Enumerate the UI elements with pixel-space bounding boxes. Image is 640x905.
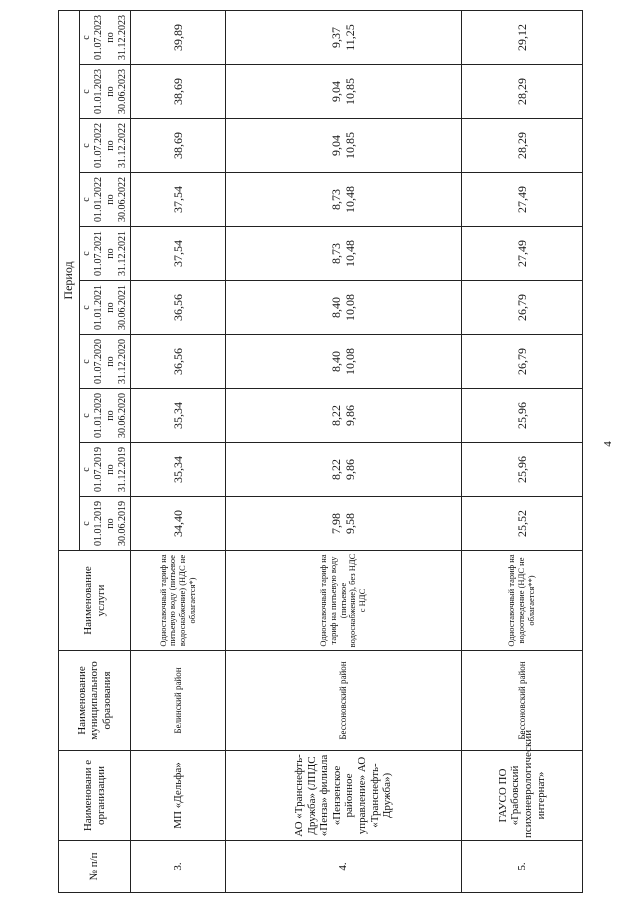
tariff-value: 10,08 (343, 294, 358, 321)
period-header-cell (80, 389, 131, 443)
period-header-cell (80, 10, 131, 64)
cell-municipality: Бессоновский район (461, 651, 582, 751)
tariff-value: 10,48 (343, 186, 358, 213)
cell-value (461, 173, 582, 227)
cell-value (226, 10, 462, 64)
cell-value (461, 335, 582, 389)
period-to: 31.12.2022 (117, 123, 128, 168)
cell-org: ГАУСО ПО «Грабовский психоневрологический интернат» (461, 751, 582, 841)
period-from: с 01.01.2023 (81, 69, 104, 114)
cell-value (226, 65, 462, 119)
cell-value (226, 497, 462, 551)
cell-value (131, 227, 226, 281)
cell-value (226, 443, 462, 497)
header-org: Наименовани е организации (59, 751, 131, 841)
period-from: с 01.07.2022 (81, 123, 104, 168)
period-header-cell (80, 443, 131, 497)
header-municipality: Наименование муниципального образования (59, 651, 131, 751)
cell-service: Одноставочный тариф на питьевую воду (питьевое водоснабжение) (НДС не облагается*) (131, 551, 226, 651)
tariff-value: 9,86 (343, 459, 358, 480)
tariff-value: 25,96 (514, 402, 529, 429)
tariff-value: 28,29 (514, 132, 529, 159)
cell-num: 3. (131, 841, 226, 893)
tariff-value: 10,85 (343, 132, 358, 159)
period-from: с 01.07.2020 (81, 339, 104, 384)
tariff-value: 26,79 (514, 348, 529, 375)
period-from: с 01.01.2020 (81, 393, 104, 438)
period-po: по (105, 140, 116, 151)
period-to: 31.12.2021 (117, 231, 128, 276)
tariff-value: 10,85 (343, 78, 358, 105)
period-to: 30.06.2020 (117, 393, 128, 438)
cell-value (461, 227, 582, 281)
period-from: с 01.07.2021 (81, 231, 104, 276)
cell-service: Одноставочный тариф на водоотведение (НДС не облагается**) (461, 551, 582, 651)
header-service: Наименование услуги (59, 551, 131, 651)
period-po: по (105, 32, 116, 43)
cell-value (131, 497, 226, 551)
tariff-value: 9,37 (329, 26, 344, 48)
cell-num: 4. (226, 841, 462, 893)
tariff-value: 27,49 (514, 240, 529, 267)
cell-value (461, 281, 582, 335)
period-from: с 01.01.2019 (81, 501, 104, 546)
tariff-value: 29,12 (514, 23, 529, 51)
tariff-value: 26,79 (514, 294, 529, 321)
cell-value (461, 497, 582, 551)
period-po: по (105, 356, 116, 367)
cell-value (131, 65, 226, 119)
period-to: 30.06.2023 (117, 69, 128, 114)
cell-num: 5. (461, 841, 582, 893)
tariff-value: 8,73 (329, 189, 344, 210)
period-to: 31.12.2023 (117, 14, 128, 60)
cell-municipality: Бессоновский район (226, 651, 462, 751)
cell-value (226, 173, 462, 227)
cell-value (131, 443, 226, 497)
tariff-value: 7,98 (329, 513, 344, 534)
cell-value (131, 335, 226, 389)
cell-value (461, 65, 582, 119)
tariff-value: 36,56 (170, 294, 185, 321)
cell-service: Одноставочный тариф на тариф на питьевую воду (питьевое водоснабжение), без НДС с НДС (226, 551, 462, 651)
cell-value (131, 389, 226, 443)
period-from: с 01.07.2019 (81, 447, 104, 492)
tariff-value: 9,58 (343, 513, 358, 534)
cell-org: АО «Транснефть-Дружба» (ЛПДС «Пенза» филиала «Пензенское районное управление» АО «Транснефть-Дружба») (226, 751, 462, 841)
cell-value (226, 389, 462, 443)
period-po: по (105, 464, 116, 475)
cell-value (461, 443, 582, 497)
cell-value (461, 389, 582, 443)
period-po: по (105, 86, 116, 97)
cell-value (131, 10, 226, 64)
page-number: 4 (601, 441, 614, 447)
cell-value (131, 119, 226, 173)
tariff-value: 9,04 (329, 135, 344, 156)
table-row (461, 10, 582, 892)
tariff-value: 39,89 (170, 23, 185, 51)
period-from: с 01.07.2023 (81, 14, 104, 60)
cell-org: МП «Дельфа» (131, 751, 226, 841)
tariff-value: 9,86 (343, 405, 358, 426)
tariff-value: 10,08 (343, 348, 358, 375)
tariff-value: 28,29 (514, 78, 529, 105)
period-header-cell (80, 65, 131, 119)
period-header-cell (80, 335, 131, 389)
tariff-value: 8,40 (329, 351, 344, 372)
period-po: по (105, 518, 116, 529)
rotated-page (58, 11, 583, 893)
cell-value (226, 335, 462, 389)
tariff-value: 8,22 (329, 459, 344, 480)
tariff-value: 25,96 (514, 456, 529, 483)
period-po: по (105, 248, 116, 259)
cell-value (461, 119, 582, 173)
header-period: Период (59, 10, 80, 550)
period-to: 30.06.2019 (117, 501, 128, 546)
period-header-cell (80, 119, 131, 173)
cell-value (226, 119, 462, 173)
tariff-value: 8,22 (329, 405, 344, 426)
period-to: 31.12.2020 (117, 339, 128, 384)
table-row (131, 10, 226, 892)
period-po: по (105, 410, 116, 421)
tariff-value: 8,73 (329, 243, 344, 264)
cell-value (131, 173, 226, 227)
table-body (131, 10, 583, 892)
cell-municipality: Белинский район (131, 651, 226, 751)
tariff-value: 34,40 (170, 510, 185, 537)
cell-value (226, 227, 462, 281)
tariff-value: 25,52 (514, 510, 529, 537)
table-row (226, 10, 462, 892)
tariff-table (58, 10, 583, 893)
tariff-value: 38,69 (170, 78, 185, 105)
tariff-value: 10,48 (343, 240, 358, 267)
tariff-value: 9,04 (329, 81, 344, 102)
cell-value (131, 281, 226, 335)
tariff-value: 38,69 (170, 132, 185, 159)
header-num: № п/п (59, 841, 131, 893)
tariff-value: 35,34 (170, 456, 185, 483)
tariff-value: 11,25 (343, 24, 358, 51)
tariff-value: 8,40 (329, 297, 344, 318)
period-po: по (105, 302, 116, 313)
period-header-cell (80, 227, 131, 281)
period-to: 30.06.2021 (117, 285, 128, 330)
tariff-value: 27,49 (514, 186, 529, 213)
period-po: по (105, 194, 116, 205)
cell-value (226, 281, 462, 335)
period-to: 30.06.2022 (117, 177, 128, 222)
period-header-cell (80, 173, 131, 227)
tariff-value: 36,56 (170, 348, 185, 375)
period-header-cell (80, 497, 131, 551)
period-to: 31.12.2019 (117, 447, 128, 492)
period-from: с 01.01.2022 (81, 177, 104, 222)
period-from: с 01.01.2021 (81, 285, 104, 330)
tariff-value: 35,34 (170, 402, 185, 429)
cell-value (461, 10, 582, 64)
period-header-cell (80, 281, 131, 335)
tariff-value: 37,54 (170, 186, 185, 213)
tariff-value: 37,54 (170, 240, 185, 267)
